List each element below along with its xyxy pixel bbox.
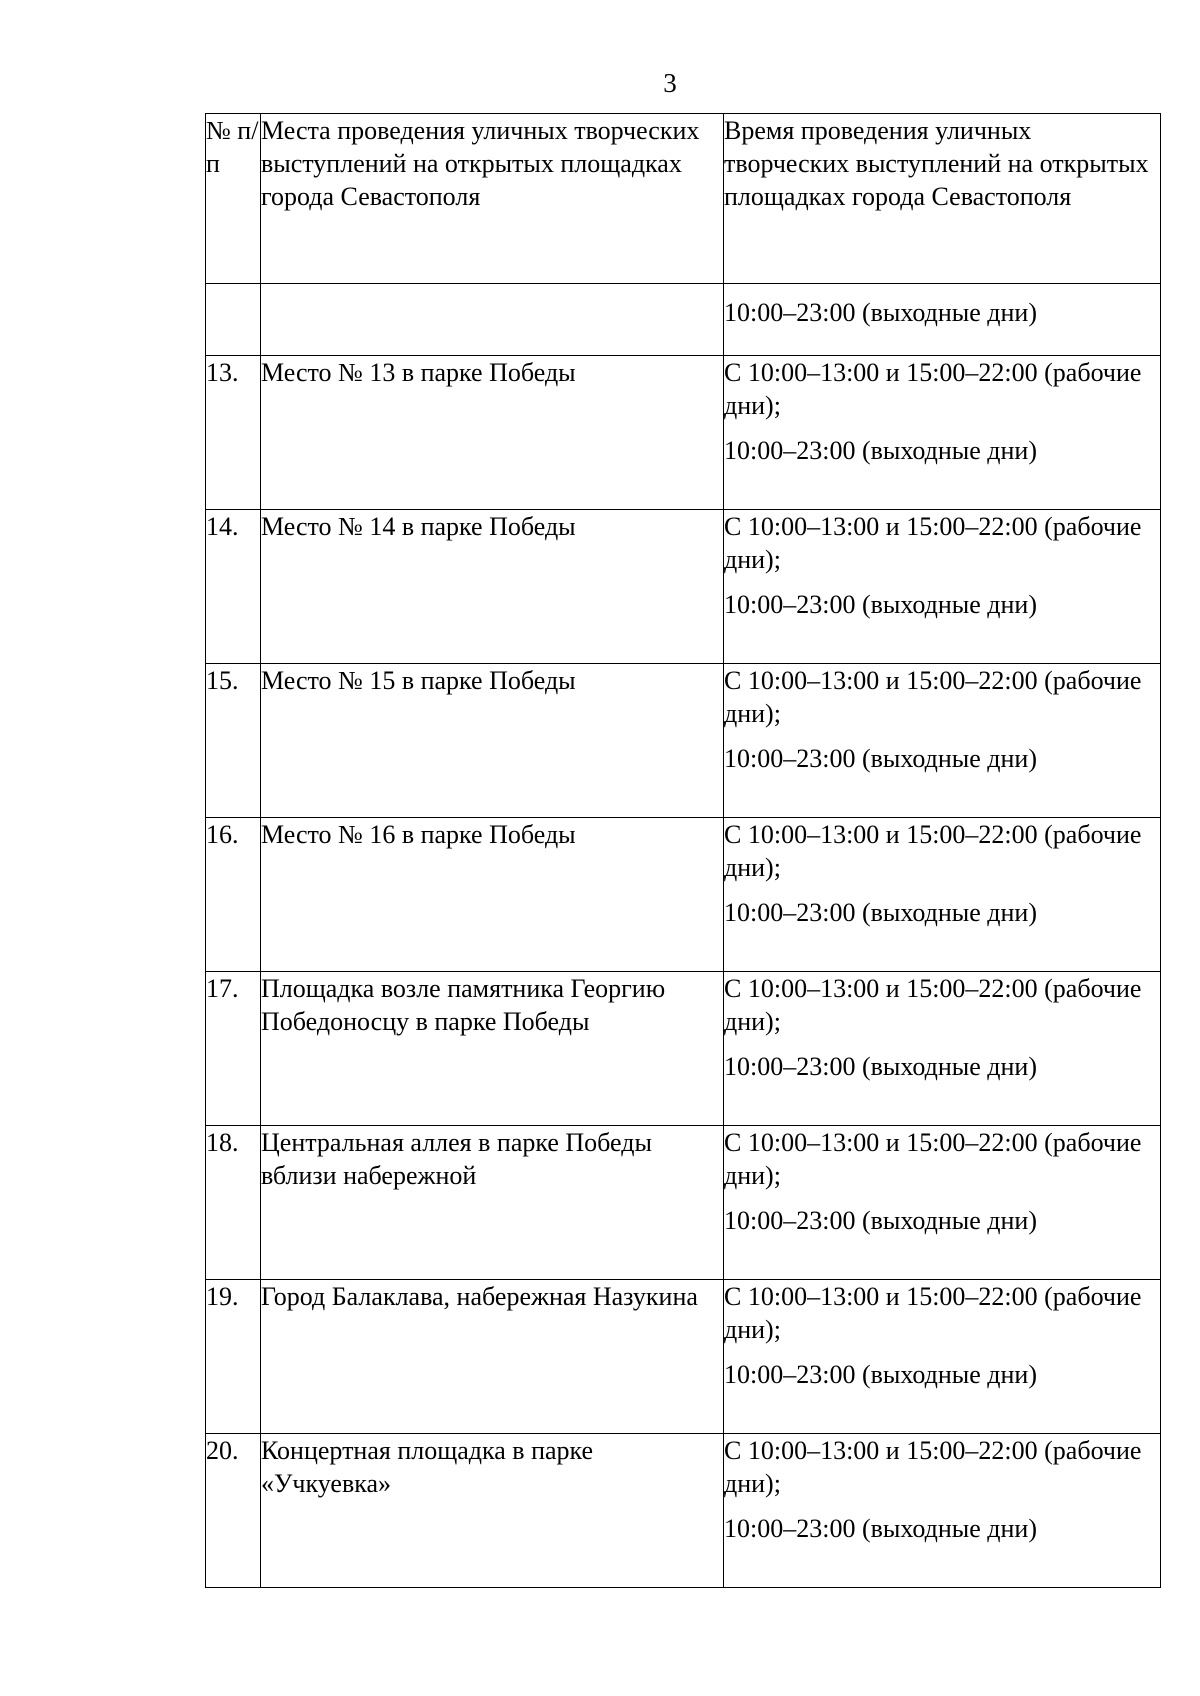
time-cell — [724, 1126, 1161, 1280]
time-cell — [724, 510, 1161, 664]
table-row — [206, 1280, 1161, 1434]
row-number: 20. — [206, 1434, 261, 1588]
place-cell: Место № 15 в парке Победы — [261, 664, 724, 818]
table-row — [206, 356, 1161, 510]
row-number: 14. — [206, 510, 261, 664]
time-cell — [724, 1434, 1161, 1588]
workday-hours: С 10:00–13:00 и 15:00–22:00 (рабочие дни); — [724, 1128, 1142, 1190]
header-time: Время проведения уличных творческих выступлений на открытых площадках города Севастополя — [724, 114, 1161, 284]
place-cell: Место № 14 в парке Победы — [261, 510, 724, 664]
table-row — [206, 510, 1161, 664]
empty-place-cell — [261, 284, 724, 356]
row-number: 16. — [206, 818, 261, 972]
row-number: 18. — [206, 1126, 261, 1280]
empty-number-cell — [206, 284, 261, 356]
weekend-hours: 10:00–23:00 (выходные дни) — [724, 1514, 1037, 1543]
row-number: 13. — [206, 356, 261, 510]
table-row — [206, 1126, 1161, 1280]
workday-hours: С 10:00–13:00 и 15:00–22:00 (рабочие дни); — [724, 666, 1142, 728]
weekend-hours: 10:00–23:00 (выходные дни) — [724, 1360, 1037, 1389]
time-cell — [724, 356, 1161, 510]
row-number: 17. — [206, 972, 261, 1126]
time-cell — [724, 972, 1161, 1126]
place-cell: Место № 13 в парке Победы — [261, 356, 724, 510]
weekend-hours: 10:00–23:00 (выходные дни) — [724, 590, 1037, 619]
row-number: 15. — [206, 664, 261, 818]
workday-hours: С 10:00–13:00 и 15:00–22:00 (рабочие дни); — [724, 512, 1142, 574]
weekend-hours: 10:00–23:00 (выходные дни) — [724, 744, 1037, 773]
workday-hours: С 10:00–13:00 и 15:00–22:00 (рабочие дни); — [724, 1282, 1142, 1344]
time-cell — [724, 1280, 1161, 1434]
table-header-row — [206, 114, 1161, 284]
schedule-table — [205, 113, 1161, 1588]
weekend-hours: 10:00–23:00 (выходные дни) — [724, 436, 1037, 465]
table-row — [206, 1434, 1161, 1588]
weekend-hours: 10:00–23:00 (выходные дни) — [724, 898, 1037, 927]
time-cell — [724, 284, 1161, 356]
workday-hours: С 10:00–13:00 и 15:00–22:00 (рабочие дни); — [724, 820, 1142, 882]
page-number: 3 — [663, 68, 677, 98]
workday-hours: С 10:00–13:00 и 15:00–22:00 (рабочие дни); — [724, 1436, 1142, 1498]
place-cell: Центральная аллея в парке Победы вблизи набережной — [261, 1126, 724, 1280]
time-cell — [724, 818, 1161, 972]
header-place: Места проведения уличных творческих выступлений на открытых площадках города Севастополя — [261, 114, 724, 284]
table-row — [206, 664, 1161, 818]
row-number: 19. — [206, 1280, 261, 1434]
workday-hours: С 10:00–13:00 и 15:00–22:00 (рабочие дни); — [724, 974, 1142, 1036]
table-row — [206, 972, 1161, 1126]
time-cell — [724, 664, 1161, 818]
weekend-hours: 10:00–23:00 (выходные дни) — [724, 1052, 1037, 1081]
place-cell: Место № 16 в парке Победы — [261, 818, 724, 972]
place-cell: Концертная площадка в парке «Учкуевка» — [261, 1434, 724, 1588]
weekend-hours: 10:00–23:00 (выходные дни) — [724, 298, 1037, 327]
header-number: № п/п — [206, 114, 261, 284]
place-cell: Город Балаклава, набережная Назукина — [261, 1280, 724, 1434]
weekend-hours: 10:00–23:00 (выходные дни) — [724, 1206, 1037, 1235]
table-row — [206, 818, 1161, 972]
workday-hours: С 10:00–13:00 и 15:00–22:00 (рабочие дни); — [724, 358, 1142, 420]
table-row-continuation — [206, 284, 1161, 356]
place-cell: Площадка возле памятника Георгию Победоносцу в парке Победы — [261, 972, 724, 1126]
